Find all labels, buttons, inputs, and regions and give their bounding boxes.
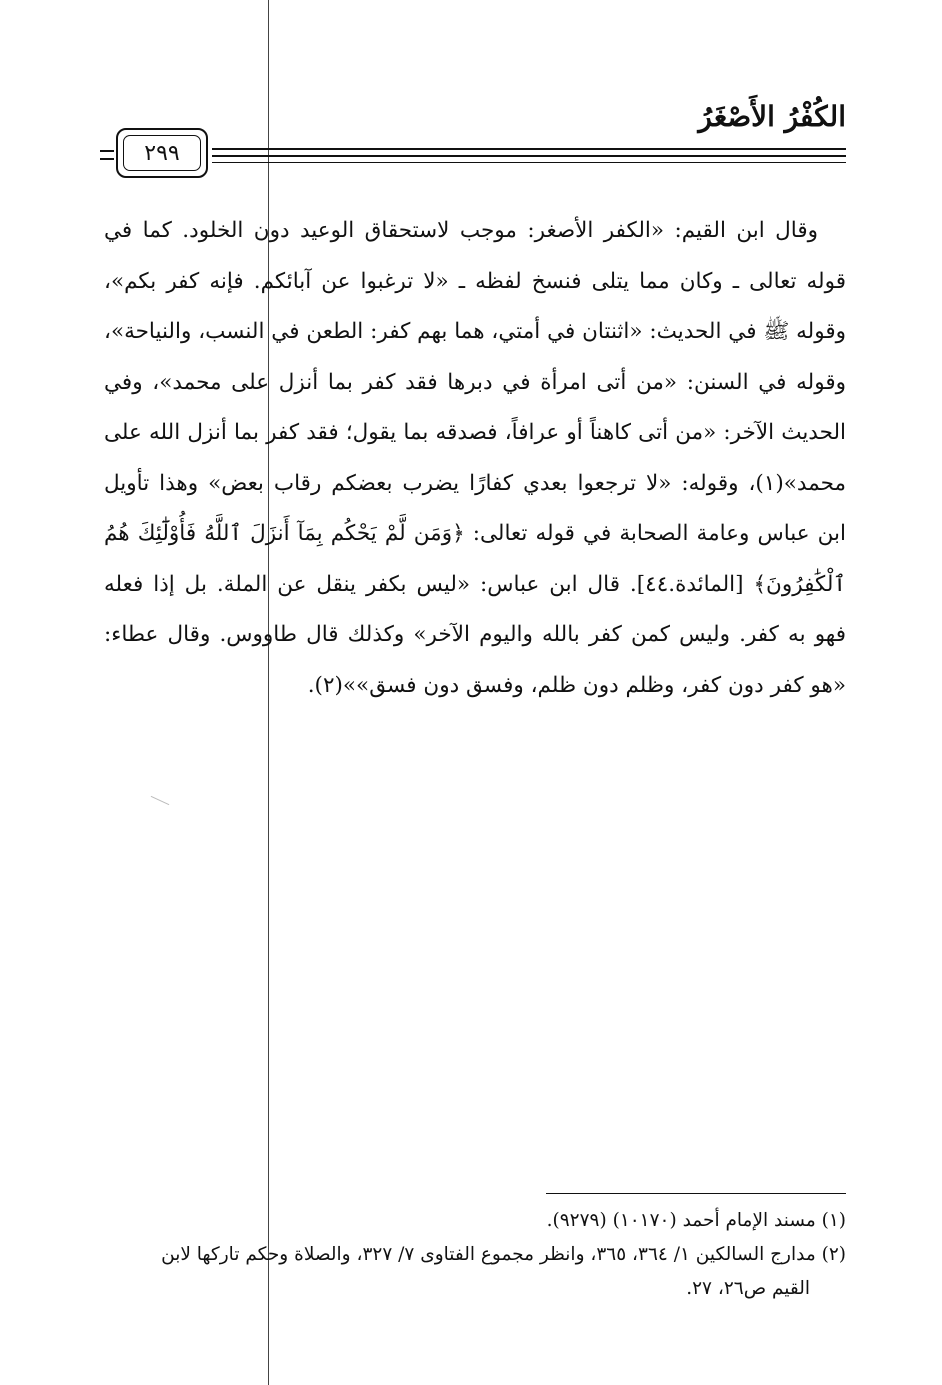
page-number-box [116,128,208,178]
header-rule-stub [100,158,114,160]
footnote-1: (١) مسند الإمام أحمد (١٠١٧٠) (٩٢٧٩). [546,1210,846,1231]
header-rule-stub [100,150,114,152]
page-number: ٢٩٩ [123,135,201,171]
header-rule [212,155,846,157]
scan-speck [151,796,170,805]
footnote-2: (٢) مدارج السالكين ١/ ٣٦٤، ٣٦٥، وانظر مجموع الفتاوى ٧/ ٣٢٧، والصلاة وحكم تاركها لابن [161,1244,846,1265]
footnote-2-continuation: القيم ص٢٦، ٢٧. [686,1278,810,1299]
body-paragraph: وقال ابن القيم: «الكفر الأصغر: موجب لاستحقاق الوعيد دون الخلود. كما في قوله تعالى ـ وكان مما يتلى فنسخ لفظه ـ «لا ترغبوا عن آبائكم. فإنه كفر بكم»، وقوله ﷺ في الحديث: «اثنتان في أمتي، هما بهم كفر: الطعن في النسب، والنياحة»، وقوله في السنن: «من أتى امرأة في دبرها فقد كفر بما أنزل على محمد»، وفي الحديث الآخر: «من أتى كاهناً أو عرافاً، فصدقه بما يقول؛ فقد كفر بما أنزل الله على محمد»(١)، وقوله: «لا ترجعوا بعدي كفارًا يضرب بعضكم رقاب بعض» وهذا تأويل ابن عباس وعامة الصحابة في قوله تعالى: ﴿وَمَن لَّمْ يَحْكُم بِمَآ أَنزَلَ ٱللَّهُ فَأُوْلَٰٓئِكَ هُمُ ٱلْكَٰفِرُونَ﴾ [المائدة.٤٤]. قال ابن عباس: «ليس بكفر ينقل عن الملة. بل إذا فعله فهو به كفر. وليس كمن كفر بالله واليوم الآخر» وكذلك قال طاووس. وقال عطاء: «هو كفر دون كفر، وظلم دون ظلم، وفسق دون فسق»»(٢). [104,218,846,698]
header-rule [212,148,846,150]
header-rule [212,162,846,163]
footnotes [104,1204,846,1306]
footnote-separator [546,1193,846,1194]
running-title: الكُفْرُ الأَصْغَرُ [698,100,846,133]
main-text [104,206,846,711]
